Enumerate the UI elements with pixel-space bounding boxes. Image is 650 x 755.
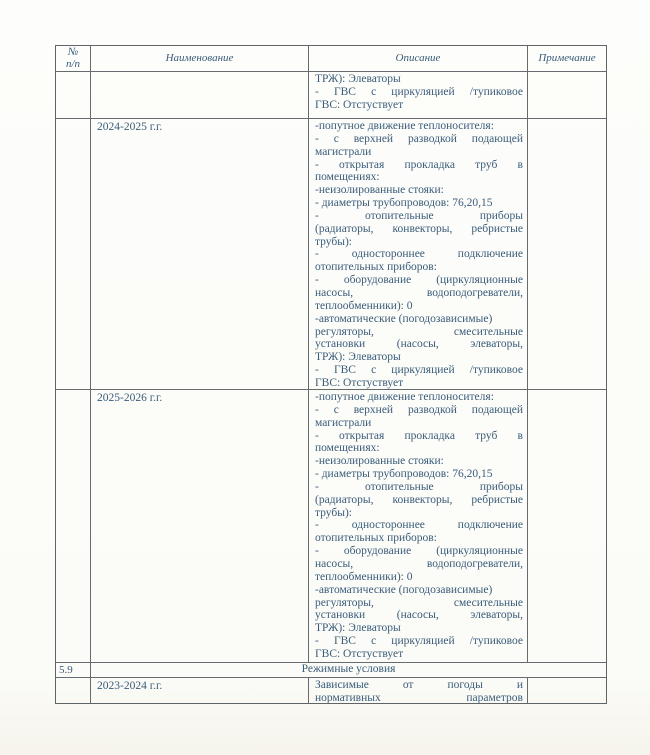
description-line: теплообменники): 0	[315, 570, 413, 583]
description-line: - оборудование (циркуляционные	[315, 274, 523, 287]
table-row-2025-2026	[56, 390, 606, 663]
row-2023-description	[309, 678, 528, 703]
header-cell-num	[56, 46, 91, 72]
description-line: - ГВС с циркуляцией /тупиковое	[315, 635, 523, 648]
header-cell-description	[309, 46, 528, 72]
table-row-section-59	[56, 663, 606, 678]
description-line: магистрали	[315, 416, 372, 429]
row-2023-name: 2023-2024 г.г.	[91, 678, 309, 703]
row-2025-description	[309, 390, 528, 663]
description-line: - ГВС с циркуляцией /тупиковое	[315, 364, 523, 377]
description-line: трубы):	[315, 506, 352, 519]
row-2024-num	[56, 119, 91, 390]
description-line: трубы):	[315, 235, 352, 248]
description-line: - оборудование (циркуляционные	[315, 545, 523, 558]
row-2024-name: 2024-2025 г.г.	[91, 119, 309, 390]
header-num-line2: п/п	[65, 57, 81, 70]
header-name-label: Наименование	[165, 51, 234, 64]
description-line: нормативных параметров	[315, 691, 523, 703]
description-line: отопительных приборов:	[315, 532, 437, 545]
description-line: ТРЖ): Элеваторы	[315, 351, 401, 364]
row-2025-name: 2025-2026 г.г.	[91, 390, 309, 663]
row-2025-note	[528, 390, 606, 663]
description-line: -неизолированные стояки:	[315, 184, 444, 197]
row-2025-num	[56, 390, 91, 663]
description-line: (радиаторы, конвекторы, ребристые	[315, 493, 523, 506]
description-line: - отопительные приборы	[315, 209, 523, 222]
description-line: - с верхней разводкой подающей	[315, 132, 523, 145]
description-line: -попутное движение теплоносителя:	[315, 391, 494, 403]
description-line: установки (насосы, элеваторы,	[315, 609, 523, 622]
description-line: ГВС: Отстуствует	[315, 98, 404, 111]
description-line: Зависимые от погоды и	[315, 679, 523, 691]
description-line: ГВС: Отстуствует	[315, 647, 404, 660]
row-2023-num	[56, 678, 91, 703]
description-line: помещениях:	[315, 171, 380, 184]
description-line: помещениях:	[315, 442, 380, 455]
description-line: -автоматические (погодозависимые)	[315, 312, 493, 325]
description-line: ТРЖ): Элеваторы	[315, 622, 401, 635]
header-note-label: Примечание	[538, 51, 596, 64]
description-line: регуляторы, смесительные	[315, 596, 523, 609]
description-line: - открытая прокладка труб в	[315, 158, 523, 171]
header-num-line1: №	[67, 46, 79, 58]
header-description-label: Описание	[395, 51, 441, 64]
description-line: отопительных приборов:	[315, 261, 437, 274]
row-2024-note	[528, 119, 606, 390]
description-line: - отопительные приборы	[315, 480, 523, 493]
description-line: -попутное движение теплоносителя:	[315, 120, 494, 132]
row-cont-description	[309, 72, 528, 119]
document-table	[55, 45, 607, 704]
description-line: регуляторы, смесительные	[315, 325, 523, 338]
section-59-title: Режимные условия	[91, 663, 606, 678]
description-line: теплообменники): 0	[315, 299, 413, 312]
description-line: - открытая прокладка труб в	[315, 429, 523, 442]
header-cell-note	[528, 46, 606, 72]
description-line: - одностороннее подключение	[315, 519, 523, 532]
table-row-2023-2024	[56, 678, 606, 703]
row-2023-note	[528, 678, 606, 703]
description-line: - ГВС с циркуляцией /тупиковое	[315, 85, 523, 98]
table-row-2024-2025	[56, 119, 606, 390]
row-2024-description	[309, 119, 528, 390]
description-line: (радиаторы, конвекторы, ребристые	[315, 222, 523, 235]
header-cell-name	[91, 46, 309, 72]
table-row-continuation	[56, 72, 606, 119]
description-line: насосы, водоподогреватели,	[315, 557, 523, 570]
row-cont-note	[528, 72, 606, 119]
description-line: -неизолированные стояки:	[315, 455, 444, 468]
row-cont-name	[91, 72, 309, 119]
description-line: ГВС: Отстуствует	[315, 376, 404, 389]
table-header-row	[56, 46, 606, 72]
description-line: магистрали	[315, 145, 372, 158]
description-line: насосы, водоподогреватели,	[315, 286, 523, 299]
section-59-number: 5.9	[56, 663, 91, 678]
description-line: ТРЖ): Элеваторы	[315, 73, 401, 85]
description-line: - одностороннее подключение	[315, 248, 523, 261]
description-line: -автоматические (погодозависимые)	[315, 583, 493, 596]
description-line: - диаметры трубопроводов: 76,20,15	[315, 468, 493, 481]
description-line: - диаметры трубопроводов: 76,20,15	[315, 197, 493, 210]
description-line: - с верхней разводкой подающей	[315, 403, 523, 416]
description-line: установки (насосы, элеваторы,	[315, 338, 523, 351]
row-cont-num	[56, 72, 91, 119]
